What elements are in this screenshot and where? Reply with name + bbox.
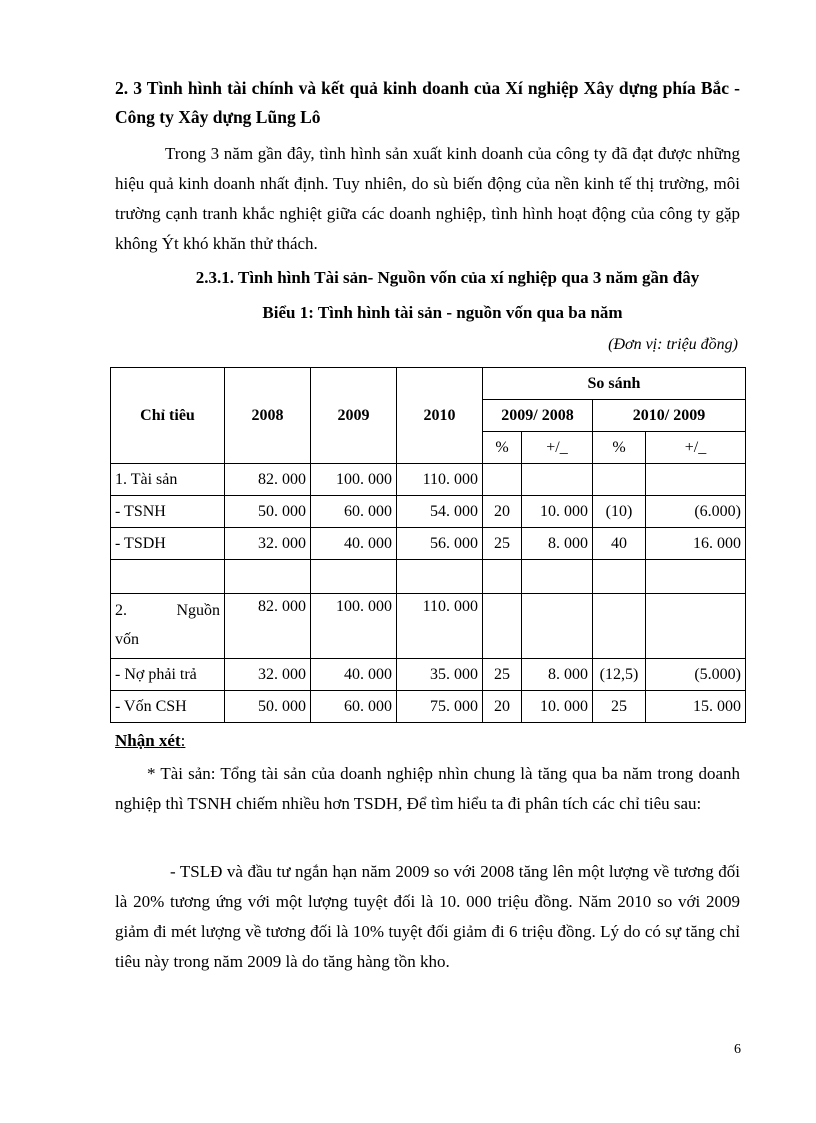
cell-2008: 50. 000 bbox=[225, 496, 311, 528]
remark-paragraph-current-assets: - TSLĐ và đầu tư ngắn hạn năm 2009 so với 2008 tăng lên một lượng về tương đối là 20% tương ứng với một lượng tuyệt đối là 10. 000 triệu đồng. Năm 2010 so với 2009 giảm đi mét lượng về tương đối là 10% tuyệt đối giảm đi 6 triệu đồng. Lý do có sự tăng chỉ tiêu này trong năm 2009 là do tăng hàng tồn kho. bbox=[115, 862, 740, 971]
row-label: - TSDH bbox=[111, 528, 225, 560]
cell-pct-1 bbox=[483, 464, 522, 496]
cell-diff-1 bbox=[522, 560, 593, 594]
cell-2009: 100. 000 bbox=[311, 594, 397, 659]
cell-2010: 54. 000 bbox=[397, 496, 483, 528]
cell-pct-1 bbox=[483, 560, 522, 594]
cell-pct-1: 25 bbox=[483, 659, 522, 691]
table-row bbox=[111, 528, 746, 560]
cell-diff-2 bbox=[646, 594, 746, 659]
cell-diff-1: 10. 000 bbox=[522, 691, 593, 723]
col-header-pct-1: % bbox=[483, 432, 522, 464]
unit-note: (Đơn vị: triệu đồng) bbox=[608, 336, 738, 353]
cell-pct-1: 25 bbox=[483, 528, 522, 560]
subsection-heading: 2.3.1. Tình hình Tài sản- Nguồn vốn của xí nghiệp qua 3 năm gần đây bbox=[195, 268, 700, 287]
cell-diff-2: 16. 000 bbox=[646, 528, 746, 560]
remark-label-colon: : bbox=[180, 731, 186, 750]
table-row bbox=[111, 691, 746, 723]
cell-pct-2: 25 bbox=[593, 691, 646, 723]
cell-pct-2: 40 bbox=[593, 528, 646, 560]
cell-2008: 32. 000 bbox=[225, 659, 311, 691]
col-header-period-2: 2010/ 2009 bbox=[593, 400, 746, 432]
table-title: Biểu 1: Tình hình tài sản - nguồn vốn qua ba năm bbox=[262, 303, 623, 322]
cell-2010: 75. 000 bbox=[397, 691, 483, 723]
cell-2009 bbox=[311, 560, 397, 594]
cell-2009: 40. 000 bbox=[311, 528, 397, 560]
cell-2009: 100. 000 bbox=[311, 464, 397, 496]
intro-paragraph: Trong 3 năm gần đây, tình hình sản xuất kinh doanh của công ty đã đạt được những hiệu quả kinh doanh nhất định. Tuy nhiên, do sù biến động của nền kinh tế thị trường, môi trường cạnh tranh khắc nghiệt giữa các doanh nghiệp, tình hình hoạt động của công ty gặp không Ýt khó khăn thử thách. bbox=[115, 144, 740, 253]
cell-2010 bbox=[397, 560, 483, 594]
cell-pct-1: 20 bbox=[483, 691, 522, 723]
row-label bbox=[111, 560, 225, 594]
cell-diff-1 bbox=[522, 464, 593, 496]
table-row-empty bbox=[111, 560, 746, 594]
col-header-2009: 2009 bbox=[311, 368, 397, 464]
col-header-period-1: 2009/ 2008 bbox=[483, 400, 593, 432]
cell-2010: 56. 000 bbox=[397, 528, 483, 560]
col-header-2010: 2010 bbox=[397, 368, 483, 464]
cell-2010: 35. 000 bbox=[397, 659, 483, 691]
cell-diff-2: (6.000) bbox=[646, 496, 746, 528]
cell-2008 bbox=[225, 560, 311, 594]
cell-pct-2: (10) bbox=[593, 496, 646, 528]
cell-diff-1 bbox=[522, 594, 593, 659]
col-header-compare: So sánh bbox=[483, 368, 746, 400]
cell-pct-2 bbox=[593, 464, 646, 496]
cell-diff-2 bbox=[646, 560, 746, 594]
table-row bbox=[111, 464, 746, 496]
asset-capital-table bbox=[110, 367, 746, 723]
col-header-pct-2: % bbox=[593, 432, 646, 464]
remark-label bbox=[115, 731, 185, 751]
cell-2008: 82. 000 bbox=[225, 464, 311, 496]
cell-2008: 82. 000 bbox=[225, 594, 311, 659]
row-label: - Nợ phải trả bbox=[111, 659, 225, 691]
table-row bbox=[111, 659, 746, 691]
row-label-part: Nguồn bbox=[176, 602, 220, 619]
cell-diff-2: 15. 000 bbox=[646, 691, 746, 723]
cell-diff-2: (5.000) bbox=[646, 659, 746, 691]
cell-diff-1: 8. 000 bbox=[522, 659, 593, 691]
row-label: - TSNH bbox=[111, 496, 225, 528]
cell-2009: 60. 000 bbox=[311, 691, 397, 723]
cell-pct-2 bbox=[593, 594, 646, 659]
row-label: - Vốn CSH bbox=[111, 691, 225, 723]
cell-2010: 110. 000 bbox=[397, 594, 483, 659]
table-header-row bbox=[111, 368, 746, 400]
col-header-indicator: Chỉ tiêu bbox=[111, 368, 225, 464]
cell-pct-1 bbox=[483, 594, 522, 659]
col-header-diff-2: +/_ bbox=[646, 432, 746, 464]
row-label-part: 2. bbox=[115, 602, 127, 619]
cell-diff-1: 10. 000 bbox=[522, 496, 593, 528]
cell-pct-1: 20 bbox=[483, 496, 522, 528]
page-number: 6 bbox=[734, 1042, 741, 1057]
remark-label-text: Nhận xét bbox=[115, 731, 181, 750]
section-heading: 2. 3 Tình hình tài chính và kết quả kinh doanh của Xí nghiệp Xây dựng phía Bắc - Công ty Xây dựng Lũng Lô bbox=[115, 78, 740, 127]
row-label bbox=[111, 594, 225, 659]
cell-diff-2 bbox=[646, 464, 746, 496]
cell-2008: 50. 000 bbox=[225, 691, 311, 723]
table-row bbox=[111, 496, 746, 528]
cell-pct-2 bbox=[593, 560, 646, 594]
cell-2010: 110. 000 bbox=[397, 464, 483, 496]
col-header-diff-1: +/_ bbox=[522, 432, 593, 464]
cell-diff-1: 8. 000 bbox=[522, 528, 593, 560]
cell-2008: 32. 000 bbox=[225, 528, 311, 560]
col-header-2008: 2008 bbox=[225, 368, 311, 464]
remark-paragraph-assets: * Tài sản: Tổng tài sản của doanh nghiệp nhìn chung là tăng qua ba năm trong doanh nghiệp thì TSNH chiếm nhiều hơn TSDH, Để tìm hiểu ta đi phân tích các chỉ tiêu sau: bbox=[115, 764, 740, 813]
cell-pct-2: (12,5) bbox=[593, 659, 646, 691]
row-label-part: vốn bbox=[115, 631, 139, 648]
cell-2009: 40. 000 bbox=[311, 659, 397, 691]
table-row bbox=[111, 594, 746, 659]
cell-2009: 60. 000 bbox=[311, 496, 397, 528]
row-label: 1. Tài sản bbox=[111, 464, 225, 496]
